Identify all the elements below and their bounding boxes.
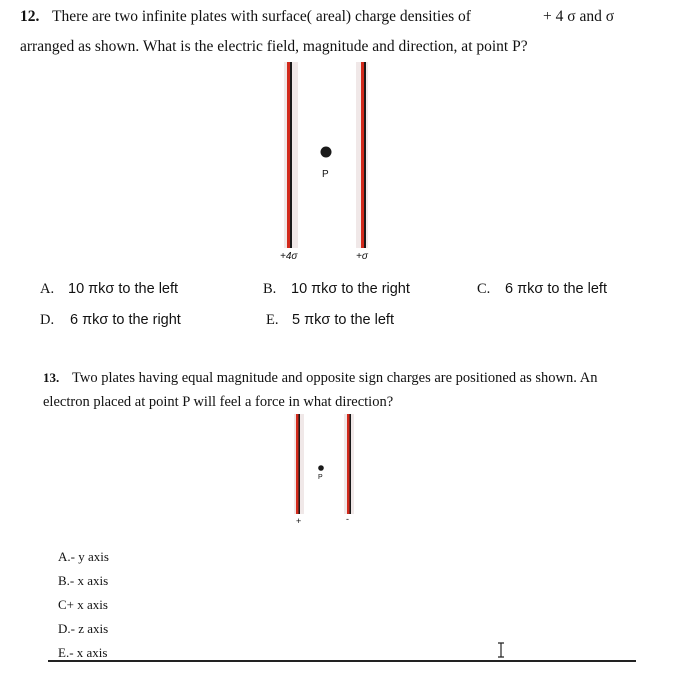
q13-text-line2: electron placed at point P will feel a force in what direction? xyxy=(43,394,394,410)
q13-left-sign: + xyxy=(296,516,302,526)
q12-option-a[interactable] xyxy=(40,281,178,298)
q13-option-e[interactable] xyxy=(58,645,107,661)
option-text: + x axis xyxy=(66,597,108,612)
option-text: - y axis xyxy=(70,549,109,564)
q12-option-c[interactable] xyxy=(477,281,607,298)
q12-option-b[interactable] xyxy=(263,281,410,298)
q12-text-line1: There are two infinite plates with surface( areal) charge densities of xyxy=(52,8,471,25)
text-cursor-icon xyxy=(496,642,506,658)
option-letter: C. xyxy=(477,281,491,297)
option-letter: E. xyxy=(58,645,70,660)
q13-option-a[interactable] xyxy=(58,549,109,565)
q12-left-plate-edge xyxy=(290,62,292,248)
option-text: 6 πkσ to the left xyxy=(505,281,607,297)
option-letter: E. xyxy=(266,312,279,328)
q13-option-c[interactable] xyxy=(58,597,108,613)
q12-charges: + 4 σ and σ xyxy=(543,8,615,25)
option-text: - x axis xyxy=(69,645,108,660)
q13-right-plate-edge xyxy=(350,414,352,514)
option-text: 10 πkσ to the left xyxy=(68,281,179,297)
bottom-divider xyxy=(48,660,636,662)
option-letter: D. xyxy=(58,621,71,636)
q12-option-e[interactable] xyxy=(266,312,394,329)
q13-text-line1: Two plates having equal magnitude and opposite sign charges are positioned as shown. An xyxy=(72,370,598,386)
q12-point-p xyxy=(321,147,332,158)
option-letter: A. xyxy=(58,549,71,564)
q13-number: 13. xyxy=(43,370,60,385)
q13-point-p xyxy=(318,465,324,471)
q12-right-plate-label: +σ xyxy=(356,251,368,262)
q13-left-plate xyxy=(296,414,299,514)
q12-number: 12. xyxy=(20,8,40,25)
q12-figure xyxy=(270,60,390,270)
q12-text-line2: arranged as shown. What is the electric field, magnitude and direction, at point P? xyxy=(20,38,528,55)
q12-left-plate xyxy=(287,62,290,248)
q12-right-plate xyxy=(361,62,364,248)
q12-point-label: P xyxy=(322,169,329,180)
q13-option-d[interactable] xyxy=(58,621,108,637)
q12-right-plate-edge xyxy=(364,62,366,248)
option-letter: A. xyxy=(40,281,55,297)
q13-figure xyxy=(285,410,365,530)
q13-point-label: P xyxy=(318,474,323,481)
option-letter: C xyxy=(58,597,67,612)
q12-option-d[interactable] xyxy=(40,312,181,329)
option-text: 10 πkσ to the right xyxy=(291,281,410,297)
option-text: 6 πkσ to the right xyxy=(70,312,181,328)
q13-option-b[interactable] xyxy=(58,573,108,589)
q12-left-plate-label: +4σ xyxy=(280,251,298,262)
option-letter: D. xyxy=(40,312,55,328)
option-letter: B. xyxy=(58,573,70,588)
option-text: - x axis xyxy=(69,573,109,588)
option-text: - z axis xyxy=(70,621,109,636)
q13-right-plate xyxy=(347,414,350,514)
option-letter: B. xyxy=(263,281,277,297)
q13-right-sign: - xyxy=(346,514,349,524)
q13-left-plate-edge xyxy=(299,414,301,514)
option-text: 5 πkσ to the left xyxy=(292,312,394,328)
